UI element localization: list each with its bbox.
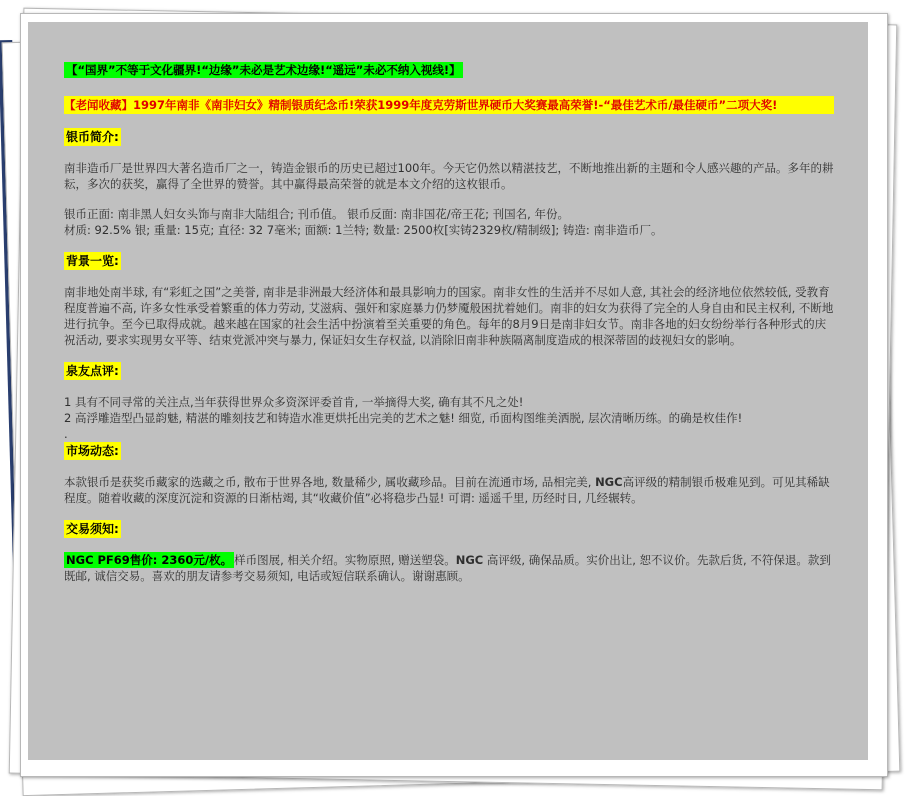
banner-text: 【“国界”不等于文化疆界!“边缘”未必是艺术边缘!“遥远”未必不纳入视线!】: [66, 63, 461, 77]
market-paragraph: [64, 474, 834, 506]
trade-text-part-b: 高评级, 确保品质。实价出让, 恕不议价。先款后货, 不符保退。款到既邮, 诚信交易。喜欢的朋友请参考交易须知, 电话或短信联系确认。谢谢惠顾。: [64, 553, 831, 583]
section-heading-intro: 银币简介:: [66, 130, 119, 144]
content-panel: [28, 22, 868, 760]
market-text-part-b: 高评级的精制银币极难见到。可见其稀缺程度。随着收藏的深度沉淀和资源的日渐枯竭, 其“收藏价值”必将稳步凸显! 可谓: 遥遥千里, 历经时日, 几经辗转。: [64, 475, 830, 505]
intro-paragraph: 南非造币厂是世界四大著名造币厂之一，铸造金银币的历史已超过100年。今天它仍然以精湛技艺，不断地推出新的主题和令人感兴趣的产品。多年的耕耘，多次的获奖，赢得了全世界的赞誉。其中赢得最高荣誉的就是本文介绍的这枚银币。: [64, 161, 834, 191]
obverse-reverse-line: 银币正面: 南非黑人妇女头饰与南非大陆组合; 刊币值。 银币反面: 南非国花/帝王花; 刊国名, 年份。: [64, 207, 569, 221]
section-heading-trade: 交易须知:: [66, 522, 119, 536]
promo-headline: 【老闻收藏】1997年南非《南非妇女》精制银质纪念币!荣获1999年度克劳斯世界硬币大奖赛最高荣誉!-“最佳艺术币/最佳硬币”二项大奖!: [64, 96, 834, 114]
trade-text-part-a: 样币图展, 相关介绍。实物原照, 赠送塑袋。: [234, 553, 456, 567]
review-line-2: 2 高浮雕造型凸显韵魅, 精湛的雕刻技艺和铸造水准更烘托出完美的艺术之魅! 细览, 币面构图维美洒脱, 层次清晰历练。的确是枚佳作!: [64, 411, 743, 425]
banner-line: [64, 62, 834, 78]
review-dot: .: [64, 427, 68, 441]
specs-line: 材质: 92.5% 银; 重量: 15克; 直径: 32 7毫米; 面额: 1兰特; 数量: 2500枚[实铸2329枚/精制级]; 铸造: 南非造币厂。: [64, 223, 663, 237]
section-heading-market: 市场动态:: [66, 444, 119, 458]
market-ngc-label: NGC: [595, 475, 623, 489]
market-text-part-a: 本款银币是获奖币藏家的选藏之币, 散布于世界各地, 数量稀少, 属收藏珍品。目前在流通市场, 品相完美,: [64, 475, 596, 489]
review-line-1: 1 具有不同寻常的关注点,当年获得世界众多资深评委首肯, 一举摘得大奖, 确有其不凡之处!: [64, 395, 524, 409]
price-tag: NGC PF69售价: 2360元/枚。: [66, 553, 233, 567]
section-heading-review: 泉友点评:: [66, 364, 119, 378]
trade-ngc-label: NGC: [455, 553, 484, 567]
section-heading-background: 背景一览:: [66, 254, 119, 268]
trade-paragraph: [64, 552, 834, 584]
background-paragraph: 南非地处南半球, 有“彩虹之国”之美誉, 南非是非洲最大经济体和最具影响力的国家。南非女性的生活并不尽如人意, 其社会的经济地位依然较低, 受教育程度普遍不高, 许多女性承受着繁重的体力劳动, 艾滋病、强奸和家庭暴力仍梦魇般困扰着她们。南非的妇女为获得了完全的人身自由和民主权利, 不断地进行抗争。至今已取得成就。越来越在国家的社会生活中扮演着至关重要的角色。每年的8月9日是南非妇女节。南非各地的妇女纷纷举行各种形式的庆祝活动, 要求实现男女平等、结束党派冲突与暴力, 保证妇女生存权益, 以消除旧南非种族隔离制度造成的根深蒂固的歧视妇女的影响。: [64, 285, 834, 347]
article-body: [64, 62, 834, 584]
